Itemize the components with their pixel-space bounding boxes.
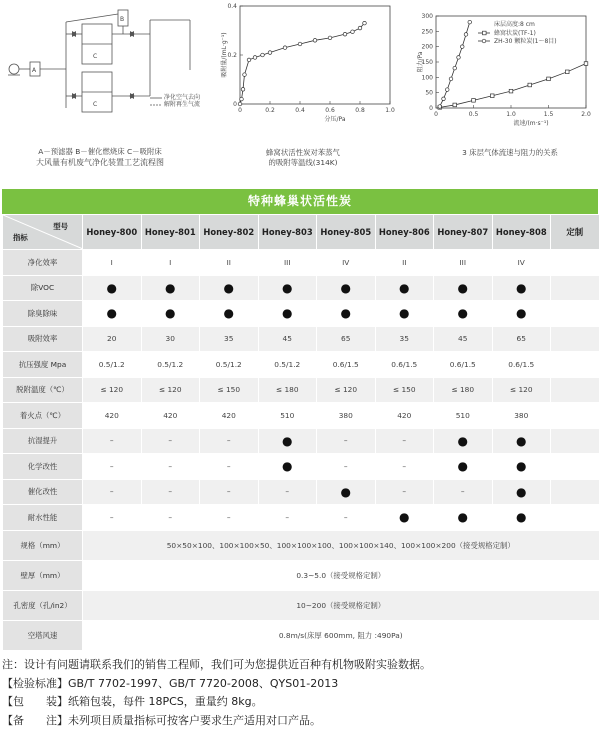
table-cell: 0.6/1.5 [492,352,551,378]
table-cell: II [200,250,259,276]
table-cell: – [317,454,376,480]
label-a: A [32,67,37,74]
data-point [253,56,257,60]
table-cell: ● [492,275,551,301]
table-cell: 0.5/1.2 [200,352,259,378]
model-header-0: Honey-800 [83,215,142,250]
table-cell [551,505,599,531]
table-cell: ● [492,301,551,327]
table-cell: ● [258,301,317,327]
table-cell: II [375,250,434,276]
table-row [3,479,599,505]
table-cell: – [317,505,376,531]
note-standard: 【检验标准】GB/T 7702-1997、GB/T 7720-2008、QYS01-2013 [2,675,602,694]
table-cell: ≤ 120 [317,377,376,403]
flow-legend-2: 解附再生气流 [164,99,200,110]
table-cell: ● [258,454,317,480]
legend-marker-2 [482,39,486,43]
table-cell: III [434,250,493,276]
data-point [351,30,355,34]
fig2-caption-line1: 蜂窝状活性炭对苯蒸气 [258,147,348,158]
data-point [343,32,347,36]
table-cell: – [83,505,142,531]
table-row [3,403,599,429]
table-cell: ● [492,479,551,505]
table-cell: III [258,250,317,276]
note-contact: 注：设计有问题请联系我们的销售工程师，我们可为您提供近百种有机物吸附实验数据。 [2,656,602,675]
data-point [509,89,513,93]
span-value: 0.3~5.0（接受规格定制） [83,560,599,590]
table-cell: 45 [434,326,493,352]
table-cell: – [258,505,317,531]
table-cell: – [375,479,434,505]
y-tick-label: 200 [422,44,434,51]
table-span-row [3,590,599,620]
y-tick-label: 0 [429,105,433,112]
table-cell [551,301,599,327]
legend-label-2: ZH-30 颗粒炭(1～8目) [494,37,557,45]
table-cell: – [141,505,200,531]
row-label: 抗压强度 Mpa [3,352,83,378]
table-span-row [3,560,599,590]
data-point [472,99,476,103]
x-tick-label: 0.4 [295,107,305,114]
row-label: 脱附温度（℃） [3,377,83,403]
table-cell: I [83,250,142,276]
table-cell: 380 [317,403,376,429]
table-cell: ≤ 120 [83,377,142,403]
span-value: 10~200（接受规格定制） [83,590,599,620]
table-cell: ● [375,505,434,531]
x-tick-label: 0 [238,107,242,114]
table-cell [551,454,599,480]
table-row [3,275,599,301]
table-span-row [3,620,599,650]
table-cell: – [258,479,317,505]
table-cell: 65 [492,326,551,352]
corner-index-label: 指标 [13,232,28,243]
table-cell: ● [492,428,551,454]
y-tick-label: 0.4 [227,3,237,10]
table-cell: – [83,479,142,505]
table-cell: ● [492,505,551,531]
x-axis-label: 分压/Pa [324,115,345,122]
table-cell: I [141,250,200,276]
table-cell: ● [141,301,200,327]
table-cell: ● [141,275,200,301]
table-cell: – [141,479,200,505]
table-row [3,250,599,276]
x-tick-label: 1.5 [544,111,554,118]
model-header-5: Honey-806 [375,215,434,250]
model-header-8: 定制 [551,215,599,250]
table-cell: 20 [83,326,142,352]
x-tick-label: 2.0 [581,111,591,118]
table-cell [551,352,599,378]
row-label: 规格（mm） [3,530,83,560]
adsorption-isotherm-chart [218,2,398,122]
table-cell: – [317,428,376,454]
table-span-row [3,530,599,560]
table-cell: ● [317,275,376,301]
table-cell: ≤ 180 [434,377,493,403]
data-point [298,42,302,46]
data-point [241,88,245,92]
data-point [283,46,287,50]
table-cell: ● [434,301,493,327]
span-value: 50×50×100、100×100×50、100×100×100、100×100×140、100×100×200（接受规格定制） [83,530,599,560]
table-cell: ● [258,275,317,301]
table-cell: – [434,479,493,505]
table-header-row [3,215,599,250]
note-package: 【包 装】纸箱包装，每件 18PCS，重量约 8kg。 [2,693,602,712]
y-axis-label: 吸附量/(mL·g⁻¹) [220,32,228,77]
data-point [261,53,265,57]
legend-marker-1 [483,31,487,35]
table-cell: ● [200,275,259,301]
data-point [243,73,247,77]
table-cell: ● [492,454,551,480]
x-tick-label: 1.0 [385,107,395,114]
data-point [363,21,367,25]
table-cell [551,403,599,429]
data-point [247,58,251,62]
table-cell: ● [434,505,493,531]
model-header-2: Honey-802 [200,215,259,250]
table-cell [551,377,599,403]
table-cell: 510 [434,403,493,429]
table-corner-cell [3,215,83,250]
data-point [438,105,442,109]
data-point [313,39,317,43]
row-label: 除VOC [3,275,83,301]
label-c2: C [93,101,97,108]
table-cell: 35 [375,326,434,352]
table-cell: 420 [200,403,259,429]
table-row [3,301,599,327]
table-cell: 420 [141,403,200,429]
y-tick-label: 250 [422,28,434,35]
table-cell: ● [375,301,434,327]
data-point [358,26,362,30]
data-point [442,97,446,101]
data-point [457,56,461,60]
table-cell: 510 [258,403,317,429]
data-point [238,102,242,106]
table-row [3,428,599,454]
data-point [528,83,532,87]
table-cell: 0.6/1.5 [375,352,434,378]
x-tick-label: 0.8 [355,107,365,114]
series-line-0 [440,64,586,108]
x-axis-label: 流速/(m·s⁻¹) [513,119,548,127]
notes-section [2,656,602,730]
table-row [3,505,599,531]
x-tick-label: 0.5 [469,111,479,118]
table-cell: 0.5/1.2 [258,352,317,378]
flow-legend-1: 净化空气去向 [164,92,200,103]
table-cell: 420 [375,403,434,429]
spec-table [2,215,599,650]
table-cell: ≤ 150 [200,377,259,403]
model-header-6: Honey-807 [434,215,493,250]
x-tick-label: 0.6 [325,107,335,114]
table-row [3,377,599,403]
table-cell: 30 [141,326,200,352]
data-point [445,88,449,92]
legend-label-1: 蜂窝状炭(TF-1) [494,29,536,37]
data-point [460,45,464,49]
table-cell: ● [317,479,376,505]
table-cell: – [83,428,142,454]
y-tick-label: 0.2 [227,52,237,59]
table-cell: 35 [200,326,259,352]
table-cell: ● [434,454,493,480]
label-b: B [120,16,124,23]
row-label: 耐水性能 [3,505,83,531]
table-cell: – [141,454,200,480]
row-label: 催化改性 [3,479,83,505]
table-cell: 0.6/1.5 [317,352,376,378]
table-cell: 420 [83,403,142,429]
table-cell: – [83,454,142,480]
table-cell: IV [492,250,551,276]
y-tick-label: 50 [425,90,433,97]
x-tick-label: 0.2 [265,107,275,114]
table-cell: ● [375,275,434,301]
row-label: 空塔风速 [3,620,83,650]
table-cell: 0.6/1.5 [434,352,493,378]
legend-title: 床层高度:8 cm [494,20,535,28]
y-tick-label: 0 [233,101,237,108]
span-value: 0.8m/s(床厚 600mm, 阻力 :490Pa) [83,620,599,650]
corner-model-label: 型号 [53,221,68,232]
table-cell: ● [83,301,142,327]
table-cell: – [200,428,259,454]
table-cell: ● [317,301,376,327]
model-header-3: Honey-803 [258,215,317,250]
data-point [328,36,332,40]
table-cell: ≤ 120 [141,377,200,403]
table-cell: – [200,479,259,505]
row-label: 孔密度（孔/in2） [3,590,83,620]
figures-area [0,0,604,185]
x-tick-label: 1.0 [506,111,516,118]
row-label: 着火点（℃） [3,403,83,429]
model-header-4: Honey-805 [317,215,376,250]
table-row [3,454,599,480]
table-cell: ● [434,275,493,301]
model-header-7: Honey-808 [492,215,551,250]
table-cell: – [375,428,434,454]
process-flow-diagram [0,0,215,140]
data-point [584,62,588,66]
table-cell [551,428,599,454]
note-remark: 【备 注】未列项目质量指标可按客户要求生产适用对口产品。 [2,712,602,730]
table-cell: – [141,428,200,454]
row-label: 化学改性 [3,454,83,480]
data-point [268,51,272,55]
fig1-caption-line2: 大风量有机废气净化装置工艺流程图 [0,157,200,168]
data-point [468,20,472,24]
table-cell: ● [83,275,142,301]
data-point [453,66,457,70]
data-point [449,77,453,81]
table-cell: – [200,454,259,480]
x-tick-label: 0 [434,111,438,118]
table-cell: 65 [317,326,376,352]
fig3-caption: 3 床层气体流速与阻力的关系 [440,147,580,158]
fig2-caption-line2: 的吸附等温线(314K) [258,157,348,168]
table-cell: ≤ 180 [258,377,317,403]
model-header-1: Honey-801 [141,215,200,250]
table-cell: 380 [492,403,551,429]
row-label: 净化效率 [3,250,83,276]
data-point [547,77,551,81]
table-cell: ● [434,428,493,454]
table-cell: 0.5/1.2 [141,352,200,378]
table-row [3,326,599,352]
data-point [464,33,468,37]
table-row [3,352,599,378]
data-point [565,70,569,74]
data-point [490,94,494,98]
table-cell [551,250,599,276]
table-cell [551,479,599,505]
table-cell: ● [200,301,259,327]
data-point [453,103,457,107]
row-label: 抗湿提升 [3,428,83,454]
fig1-caption-line1: A－预滤器 B－催化燃烧床 C－吸附床 [0,146,200,157]
y-axis-label: 阻力/Pa [416,51,424,72]
row-label: 吸附效率 [3,326,83,352]
table-cell: ≤ 120 [492,377,551,403]
table-cell: ● [258,428,317,454]
table-cell: IV [317,250,376,276]
table-cell: ≤ 150 [375,377,434,403]
table-cell [551,326,599,352]
table-cell: 45 [258,326,317,352]
velocity-resistance-chart [412,2,592,127]
table-cell: 0.5/1.2 [83,352,142,378]
data-point [240,97,244,101]
table-cell: – [375,454,434,480]
y-tick-label: 100 [422,74,434,81]
table-cell: – [200,505,259,531]
table-cell [551,275,599,301]
label-c1: C [93,53,97,60]
y-tick-label: 150 [422,59,434,66]
row-label: 除臭除味 [3,301,83,327]
row-label: 壁厚（mm） [3,560,83,590]
table-title: 特种蜂巢状活性炭 [2,189,598,214]
y-tick-label: 300 [422,13,434,20]
